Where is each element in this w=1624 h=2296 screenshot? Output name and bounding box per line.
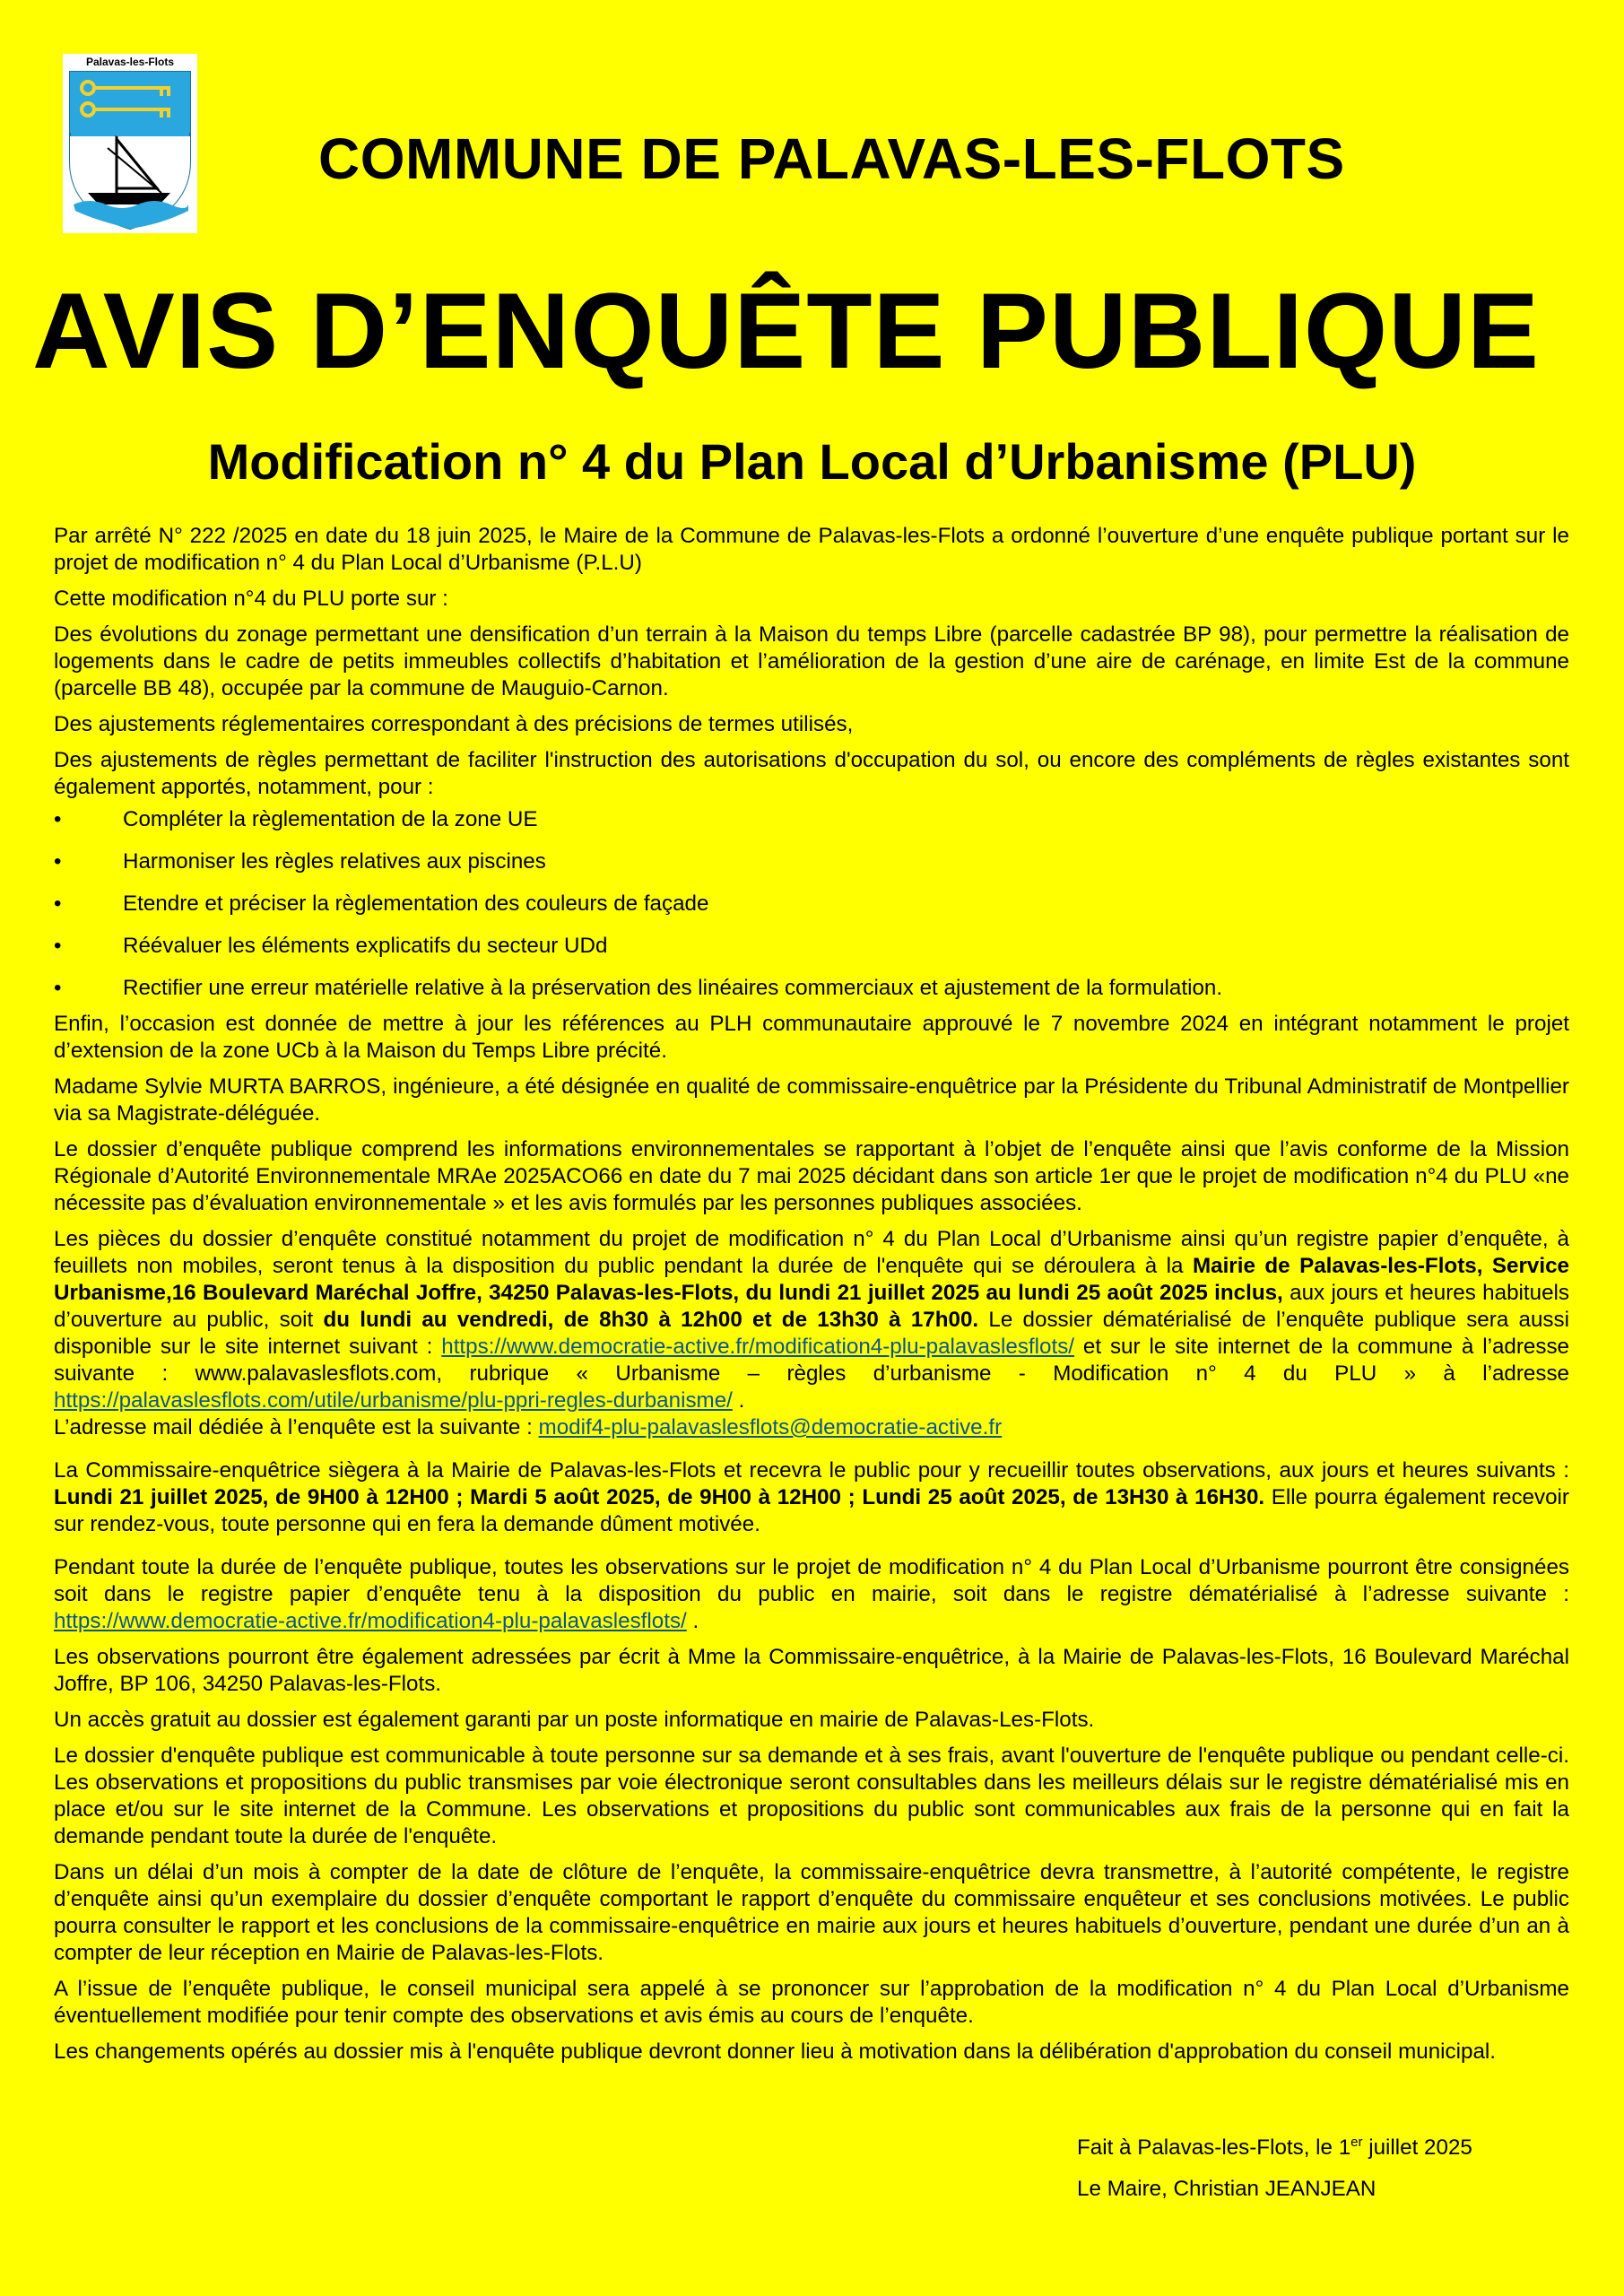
paragraph-communicable: Le dossier d'enquête publique est communicable à toute personne sur sa demande et à ses frais, avant l'ouverture de l'enquête publique ou pendant celle-ci. Les observations et propositions du public transmises par voie électronique seront consultables dans les meilleurs délais sur le registre dématérialisé mis en place et/ou sur le site internet de la Commune. Les observations et propositions du public sont communicables aux frais de la personne qui en fait la demande pendant toute la durée de l'enquête.	[54, 1744, 1569, 1848]
commune-title: COMMUNE DE PALAVAS-LES-FLOTS	[318, 126, 1345, 191]
paragraph-changes: Les changements opérés au dossier mis à l'enquête publique devront donner lieu à motivation dans la délibération d'approbation du conseil municipal.	[54, 2039, 1496, 2064]
coat-of-arms-logo	[63, 54, 197, 233]
list-item: • Etendre et préciser la règlementation des couleurs de façade	[54, 891, 1569, 918]
paragraph-free-access: Un accès gratuit au dossier est également garanti par un poste informatique en mairie de Palavas-Les-Flots.	[54, 1708, 1095, 1732]
list-item: • Compléter la règlementation de la zone UE	[54, 806, 1569, 833]
notice-main-title: AVIS D’ENQUÊTE PUBLIQUE	[32, 271, 1540, 391]
list-item: • Réévaluer les éléments explicatifs du secteur UDd	[54, 933, 1569, 960]
paragraph-observations: Pendant toute la durée de l’enquête publique, toutes les observations sur le projet de modification n° 4 du Plan Local d’Urbanisme pourront être consignées soit dans le registre papier d’enquête tenu à la disposition du public en mairie, soit dans le registre dématérialisé à l’adresse suivante : https://www.democratie-active.fr/modification4-plu-palavaslesflots/ .	[54, 1555, 1569, 1633]
paragraph-written: Les observations pourront être également adressées par écrit à Mme la Commissaire-enquêtrice, à la Mairie de Palavas-les-Flots, 16 Boulevard Maréchal Joffre, BP 106, 34250 Palavas-les-Flots.	[54, 1645, 1569, 1696]
notice-subtitle: Modification n° 4 du Plan Local d’Urbanisme (PLU)	[207, 433, 1417, 490]
paragraph-rules: Des ajustements de règles permettant de faciliter l'instruction des autorisations d'occupation du sol, ou encore des compléments de règles existantes sont également apportés, notamment, pour :	[54, 748, 1569, 799]
session-dates: Lundi 21 juillet 2025, de 9H00 à 12H00 ; Mardi 5 août 2025, de 9H00 à 12H00 ; Lundi 25 août 2025, de 13H30 à 16H30.	[54, 1485, 1265, 1509]
paragraph-plh: Enfin, l’occasion est donnée de mettre à jour les références au PLH communautaire approuvé le 7 novembre 2024 en intégrant notamment le projet d’extension de la zone UCb à la Maison du Temps Libre précité.	[54, 1012, 1569, 1063]
signature-block	[1077, 2135, 1472, 2217]
signer-name: Le Maire, Christian JEANJEAN	[1077, 2177, 1376, 2201]
place-date: Fait à Palavas-les-Flots, le 1er juillet 2025	[1077, 2134, 1472, 2160]
modification-list	[54, 806, 1569, 1002]
paragraph-report: Dans un délai d’un mois à compter de la date de clôture de l’enquête, la commissaire-enquêtrice devra transmettre, à l’autorité compétente, le registre d’enquête ainsi qu’un exemplaire du dossier d’enquête comportant le rapport d’enquête du commissaire enquêteur et ses conclusions motivées. Le public pourra consulter le rapport et les conclusions de la commissaire-enquêtrice en mairie aux jours et heures habituels d’ouverture, pendant une durée d’un an à compter de leur réception en Mairie de Palavas-les-Flots.	[54, 1860, 1569, 1965]
location-dates: Mairie de Palavas-les-Flots, Service Urbanisme,16 Boulevard Maréchal Joffre, 34250 Palavas-les-Flots, du lundi 21 juillet 2025 au lundi 25 août 2025 inclus,	[54, 1254, 1569, 1305]
list-item: • Harmoniser les règles relatives aux piscines	[54, 848, 1569, 875]
paragraph-scope-intro: Cette modification n°4 du PLU porte sur :	[54, 587, 448, 611]
paragraph-environment: Le dossier d’enquête publique comprend les informations environnementales se rapportant à l’objet de l’enquête ainsi que l’avis conforme de la Mission Régionale d’Autorité Environnementale MRAe 2025ACO66 en date du 7 mai 2025 décidant dans son article 1er que le projet de modification n°4 du PLU «ne nécessite pas d’évaluation environnementale » et les avis formulés par les personnes publiques associées.	[54, 1137, 1569, 1215]
list-item: • Rectifier une erreur matérielle relative à la préservation des linéaires commerciaux et ajustement de la formulation.	[54, 975, 1569, 1002]
paragraph-sessions: La Commissaire-enquêtrice siègera à la Mairie de Palavas-les-Flots et recevra le public pour y recueillir toutes observations, aux jours et heures suivants : Lundi 21 juillet 2025, de 9H00 à 12H00 ; Mardi 5 août 2025, de 9H00 à 12H00 ; Lundi 25 août 2025, de 13H30 à 16H30. Elle pourra également recevoir sur rendez-vous, toute personne qui en fera la demande dûment motivée.	[54, 1458, 1569, 1536]
enquiry-email-link[interactable]: modif4-plu-palavaslesflots@democratie-active.fr	[538, 1415, 1003, 1439]
online-register-link[interactable]: https://www.democratie-active.fr/modification4-plu-palavaslesflots/	[54, 1609, 687, 1633]
paragraph-council: A l’issue de l’enquête publique, le conseil municipal sera appelé à se prononcer sur l’approbation de la modification n° 4 du Plan Local d’Urbanisme éventuellement modifiée pour tenir compte des observations et avis émis au cours de l’enquête.	[54, 1977, 1569, 2028]
paragraph-dossier: Les pièces du dossier d’enquête constitué notamment du projet de modification n° 4 du Plan Local d’Urbanisme ainsi qu’un registre papier d’enquête, à feuillets non mobiles, seront tenus à la disposition du public pendant la durée de l'enquête qui se déroulera à la Mairie de Palavas-les-Flots, Service Urbanisme,16 Boulevard Maréchal Joffre, 34250 Palavas-les-Flots, du lundi 21 juillet 2025 au lundi 25 août 2025 inclus, aux jours et heures habituels d’ouverture au public, soit du lundi au vendredi, de 8h30 à 12h00 et de 13h30 à 17h00. Le dossier dématérialisé de l’enquête publique sera aussi disponible sur le site internet suivant : https://www.democratie-active.fr/modification4-plu-palavaslesflots/ et sur le site internet de la commune à l’adresse suivante : www.palavaslesflots.com, rubrique « Urbanisme – règles d’urbanisme - Modification n° 4 du PLU » à l’adresse https://palavaslesflots.com/utile/urbanisme/plu-ppri-regles-durbanisme/ . L’adresse mail dédiée à l’enquête est la suivante : modif4-plu-palavaslesflots@democratie-active.fr	[54, 1227, 1569, 1439]
commune-urbanisme-link[interactable]: https://palavaslesflots.com/utile/urbanisme/plu-ppri-regles-durbanisme/	[54, 1388, 733, 1413]
crest-label: Palavas-les-Flots	[85, 56, 175, 68]
paragraph-commissioner: Madame Sylvie MURTA BARROS, ingénieure, a été désignée en qualité de commissaire-enquêtrice par la Présidente du Tribunal Administratif de Montpellier via sa Magistrate-déléguée.	[54, 1074, 1569, 1126]
paragraph-decree: Par arrêté N° 222 /2025 en date du 18 juin 2025, le Maire de la Commune de Palavas-les-Flots a ordonné l’ouverture d’une enquête publique portant sur le projet de modification n° 4 du Plan Local d’Urbanisme (P.L.U)	[54, 524, 1569, 575]
notice-body	[54, 523, 1569, 2074]
paragraph-adjustments: Des ajustements réglementaires correspondant à des précisions de termes utilisés,	[54, 712, 854, 736]
democratie-active-link[interactable]: https://www.democratie-active.fr/modification4-plu-palavaslesflots/	[441, 1335, 1075, 1359]
paragraph-zoning: Des évolutions du zonage permettant une densification d’un terrain à la Maison du temps Libre (parcelle cadastrée BP 98), pour permettre la réalisation de logements dans le cadre de petits immeubles collectifs d’habitation et l’amélioration de la gestion d’une aire de carénage, en limite Est de la commune (parcelle BB 48), occupée par la commune de Mauguio-Carnon.	[54, 622, 1569, 700]
opening-hours: du lundi au vendredi, de 8h30 à 12h00 et de 13h30 à 17h00.	[323, 1308, 979, 1332]
